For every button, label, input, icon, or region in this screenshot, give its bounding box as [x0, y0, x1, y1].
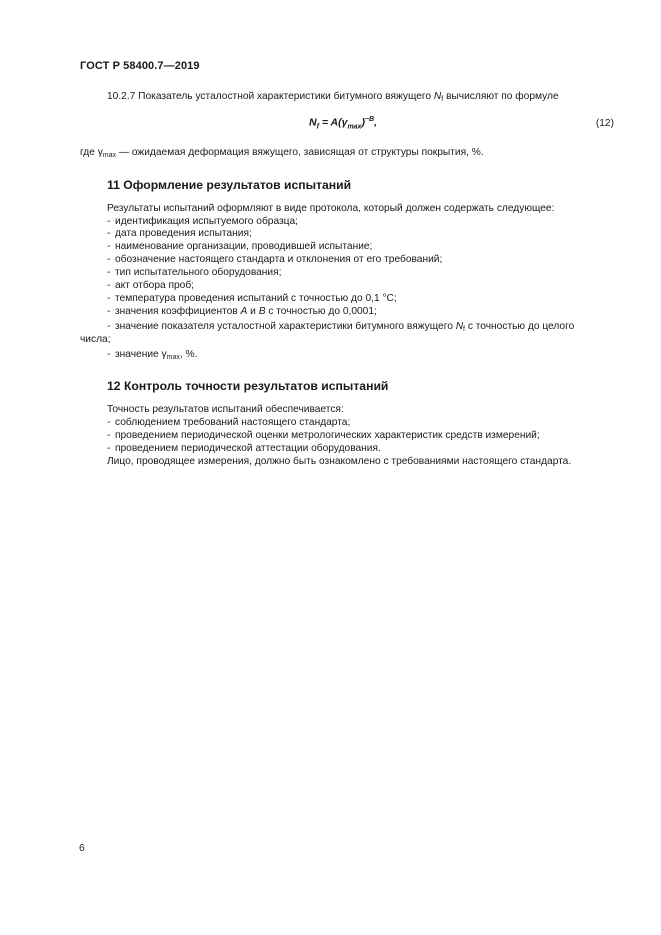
- formula-gamma: γ: [341, 116, 348, 129]
- gamma-sub: max: [166, 354, 180, 361]
- nf-sub: f: [463, 326, 465, 333]
- formula-lhs: N: [309, 116, 317, 129]
- list-item: - соблюдением требований настоящего стандарта;: [107, 417, 351, 428]
- variable-subscript: f: [441, 96, 444, 103]
- variable-n: N: [433, 91, 442, 102]
- list-item-text: акт отбора проб;: [115, 280, 195, 291]
- coef-text: значения коэффициентов: [115, 306, 241, 317]
- formula-eq: = A(: [318, 116, 342, 129]
- section-12-intro: Точность результатов испытаний обеспечивается:: [107, 404, 344, 415]
- coef-rest: с точностью до 0,0001;: [265, 306, 377, 317]
- nf-rest: с точностью до целого: [465, 321, 575, 332]
- list-item-text: соблюдением требований настоящего стандарта;: [115, 417, 351, 428]
- list-item-text: проведением периодической оценки метрологических характеристик средств измерений;: [115, 430, 540, 441]
- list-item: - дата проведения испытания;: [107, 228, 252, 239]
- list-item-text: наименование организации, проводившей испытание;: [115, 241, 373, 252]
- where-gamma-sub: max: [102, 152, 117, 159]
- list-item: - обозначение настоящего стандарта и отклонения от его требований;: [107, 254, 443, 265]
- gamma-rest: , %.: [179, 349, 198, 360]
- gamma-text: значение: [115, 349, 162, 360]
- section-11-title: 11 Оформление результатов испытаний: [107, 178, 352, 192]
- formula-gamma-sub: max: [347, 123, 362, 131]
- coef-b: B: [258, 306, 266, 317]
- equation-number: (12): [595, 118, 614, 129]
- page-number: 6: [79, 843, 85, 854]
- list-item-nf: - значение показателя усталостной характеристики битумного вяжущего $N_f$ с точностью до целого: [107, 321, 575, 333]
- clause-10-2-7: [107, 91, 559, 106]
- section-12-title: 12 Контроль точности результатов испытаний: [107, 379, 389, 393]
- formula-row: [80, 116, 614, 134]
- coef-and: и: [247, 306, 259, 317]
- list-item: - проведением периодической оценки метрологических характеристик средств измерений;: [107, 430, 540, 441]
- nf-var: N: [455, 321, 464, 332]
- nf-wrap: числа;: [80, 334, 111, 345]
- list-item-text: обозначение настоящего стандарта и отклонения от его требований;: [115, 254, 443, 265]
- coef-a: A: [240, 306, 248, 317]
- clause-text: 10.2.7 Показатель усталостной характеристики битумного вяжущего: [107, 91, 434, 102]
- list-item-text: тип испытательного оборудования;: [115, 267, 282, 278]
- gamma-symbol: γ: [161, 349, 167, 360]
- where-text: — ожидаемая деформация вяжущего, зависящая от структуры покрытия, %.: [116, 147, 484, 158]
- list-item: - тип испытательного оборудования;: [107, 267, 282, 278]
- list-item-coefficients: - значения коэффициентов A и B с точностью до 0,0001;: [107, 306, 377, 317]
- where-line: [80, 147, 484, 162]
- list-item-text: дата проведения испытания;: [115, 228, 252, 239]
- where-prefix: где: [80, 147, 98, 158]
- list-item-gamma: - значение $\gamma_{max}$, %.: [107, 349, 198, 361]
- formula-lhs-sub: f: [316, 123, 319, 131]
- formula-close: ): [361, 116, 365, 129]
- section-12-closing: Лицо, проводящее измерения, должно быть ознакомлено с требованиями настоящего стандарта.: [107, 456, 572, 467]
- list-item-text: проведением периодической аттестации оборудования.: [115, 443, 381, 454]
- formula-tail: ,: [374, 116, 378, 129]
- list-item: - идентификация испытуемого образца;: [107, 216, 299, 227]
- formula-12: [309, 116, 377, 131]
- section-11-intro: Результаты испытаний оформляют в виде протокола, который должен содержать следующее:: [107, 203, 555, 214]
- list-item: - акт отбора проб;: [107, 280, 195, 291]
- list-item-text: температура проведения испытаний с точностью до 0,1 °С;: [115, 293, 397, 304]
- list-item: - температура проведения испытаний с точностью до 0,1 °С;: [107, 293, 397, 304]
- document-header: ГОСТ Р 58400.7—2019: [80, 60, 200, 72]
- list-item: - наименование организации, проводившей испытание;: [107, 241, 373, 252]
- list-item-text: идентификация испытуемого образца;: [115, 216, 299, 227]
- clause-text-end: вычисляют по формуле: [443, 91, 559, 102]
- formula-exponent: −B: [364, 116, 375, 123]
- nf-text: значение показателя усталостной характеристики битумного вяжущего: [115, 321, 456, 332]
- where-gamma: γ: [97, 147, 103, 158]
- list-item: - проведением периодической аттестации оборудования.: [107, 443, 381, 454]
